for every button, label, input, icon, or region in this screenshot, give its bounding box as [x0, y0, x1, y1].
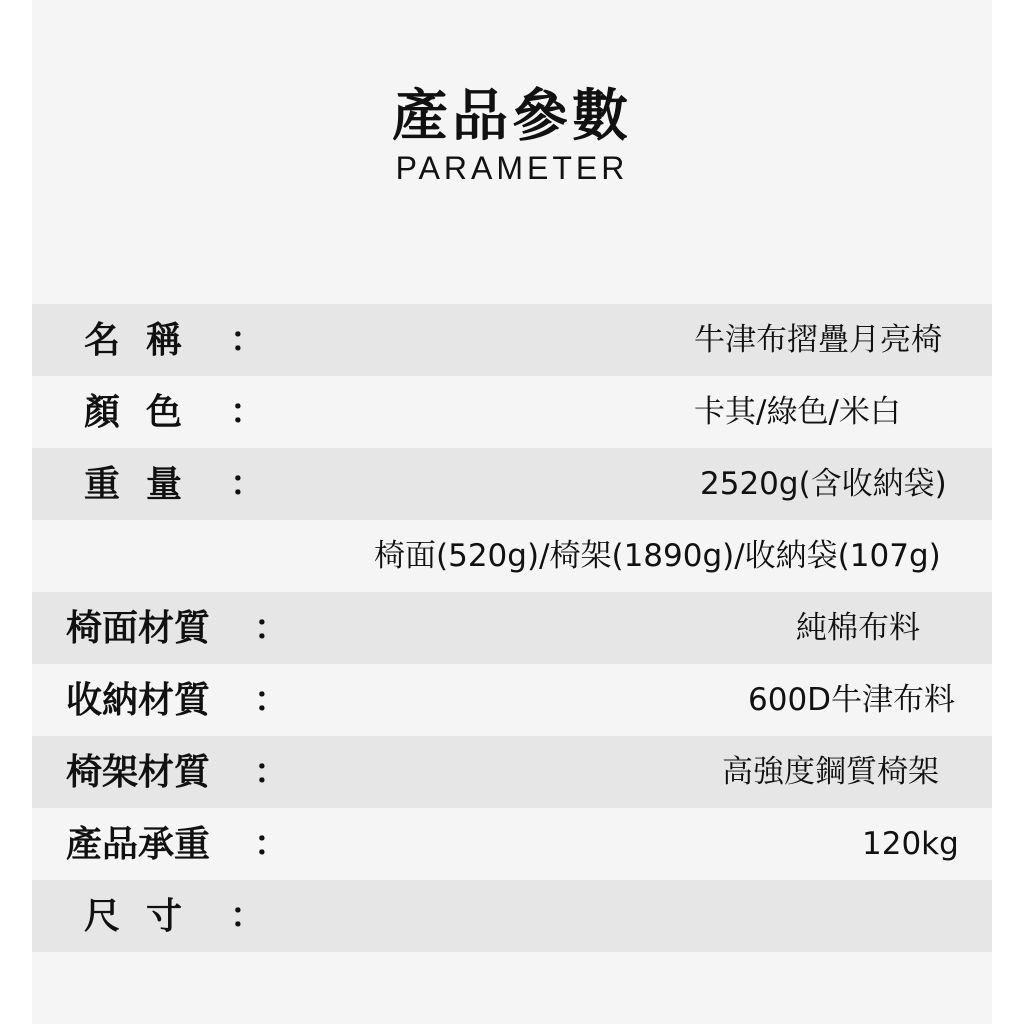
param-colon: ：	[254, 608, 288, 648]
param-row-load-capacity	[32, 808, 992, 880]
page-subtitle: PARAMETER	[395, 150, 629, 186]
param-label: 椅面材質	[66, 607, 211, 649]
param-row-weight	[32, 448, 992, 520]
param-value: 120kg	[862, 826, 959, 862]
param-row-color	[32, 376, 992, 448]
page-title: 產品參數	[392, 83, 632, 149]
param-value: 純棉布料	[796, 610, 920, 646]
param-row-weight-detail	[32, 520, 992, 592]
param-label: 名稱	[84, 319, 209, 361]
param-label: 收納材質	[66, 679, 211, 721]
param-value: 椅面(520g)/椅架(1890g)/收納袋(107g)	[374, 538, 941, 574]
param-colon: ：	[230, 896, 264, 936]
param-colon: ：	[230, 464, 264, 504]
param-colon: ：	[230, 320, 264, 360]
param-colon: ：	[230, 392, 264, 432]
param-value: 2520g(含收納袋)	[700, 466, 947, 502]
parameter-table	[32, 304, 992, 952]
param-row-bag-material	[32, 664, 992, 736]
param-label: 椅架材質	[66, 751, 211, 793]
param-label: 重量	[84, 463, 209, 505]
param-row-seat-material	[32, 592, 992, 664]
param-value: 600D牛津布料	[748, 682, 956, 718]
param-colon: ：	[254, 680, 288, 720]
param-value: 高強度鋼質椅架	[722, 754, 939, 790]
param-row-frame-material	[32, 736, 992, 808]
param-colon: ：	[254, 824, 288, 864]
param-value: 牛津布摺疊月亮椅	[694, 322, 942, 358]
param-label: 顏色	[84, 391, 209, 433]
param-row-name	[32, 304, 992, 376]
param-label: 尺寸	[84, 895, 209, 937]
param-value: 卡其/綠色/米白	[694, 394, 901, 430]
param-colon: ：	[254, 752, 288, 792]
param-label: 產品承重	[66, 823, 211, 865]
param-row-size	[32, 880, 992, 952]
